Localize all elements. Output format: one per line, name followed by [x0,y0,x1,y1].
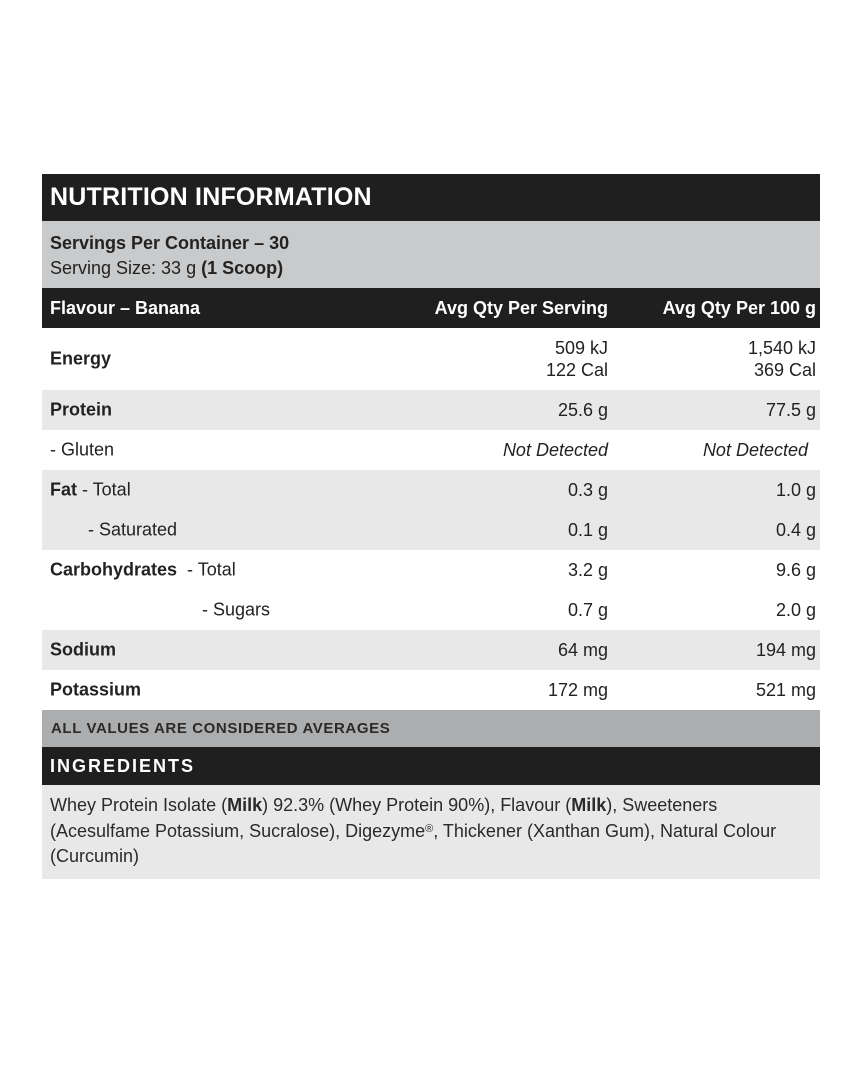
energy-per100-cal: 369 Cal [753,360,816,380]
row-fat-saturated [42,510,820,550]
sodium-per100: 194 mg [755,640,816,660]
label-gluten: - Gluten [50,439,115,460]
sodium-serving: 64 mg [557,640,608,660]
label-carbohydrates: Carbohydrates [50,559,178,580]
energy-serving-cal: 122 Cal [545,360,608,380]
saturated-per100: 0.4 g [775,520,816,540]
label-carb-sub: - Total [187,559,236,580]
header-per-serving: Avg Qty Per Serving [434,297,608,318]
row-carb-total [42,550,820,590]
label-saturated: - Saturated [88,519,178,540]
row-potassium [42,670,820,710]
ing-part-3: ), Sweeteners (Acesulfame Potassium, Sucralose), Digezyme [50,795,718,841]
energy-serving-kj: 509 kJ [554,338,608,358]
header-flavour: Flavour – Banana [50,297,201,318]
fat-total-per100: 1.0 g [775,480,816,500]
potassium-serving: 172 mg [547,680,608,700]
carb-total-serving: 3.2 g [567,560,608,580]
label-carb-total [50,560,236,581]
registered-mark: ® [425,822,434,835]
label-fat-sub: - Total [77,479,131,500]
energy-serving [546,337,608,381]
ingredients-text [42,785,820,879]
ing-milk-1: Milk [227,795,263,815]
ing-part-2: ) 92.3% (Whey Protein 90%), Flavour ( [262,795,572,815]
serving-size-text: Serving Size: 33 g [50,258,202,278]
gluten-serving: Not Detected [502,440,608,460]
energy-per100-kj: 1,540 kJ [747,338,816,358]
nutrition-title: NUTRITION INFORMATION [42,174,820,221]
carb-total-per100: 9.6 g [775,560,816,580]
label-fat: Fat [50,479,77,500]
serving-size-scoop: (1 Scoop) [201,258,284,278]
ing-milk-2: Milk [571,795,607,815]
label-energy: Energy [50,348,112,369]
label-sugars: - Sugars [202,599,271,620]
nutrition-panel [42,174,820,879]
saturated-serving: 0.1 g [567,520,608,540]
row-carb-sugars [42,590,820,630]
averages-note: ALL VALUES ARE CONSIDERED AVERAGES [42,710,820,747]
ing-part-1: Whey Protein Isolate ( [50,795,228,815]
ingredients-heading: INGREDIENTS [42,747,820,785]
row-fat-total [42,470,820,510]
servings-per-container: Servings Per Container – 30 [50,233,290,253]
potassium-per100: 521 mg [755,680,816,700]
row-energy [42,328,820,390]
table-header [42,288,820,328]
row-protein [42,390,820,430]
row-gluten [42,430,820,470]
header-per-100g: Avg Qty Per 100 g [662,297,816,318]
fat-total-serving: 0.3 g [567,480,608,500]
sugars-serving: 0.7 g [567,600,608,620]
sugars-per100: 2.0 g [775,600,816,620]
label-sodium: Sodium [50,639,116,660]
label-protein: Protein [50,399,113,420]
label-fat-total [50,480,131,501]
ing-part-4: , Thickener (Xanthan Gum), Natural Colour (Curcumin) [50,820,777,866]
label-potassium: Potassium [50,679,142,700]
serving-size [50,256,812,281]
protein-serving: 25.6 g [557,400,608,420]
gluten-per100: Not Detected [702,440,808,460]
energy-per100 [748,337,816,381]
servings-info [42,221,820,288]
row-sodium [42,630,820,670]
protein-per100: 77.5 g [765,400,816,420]
